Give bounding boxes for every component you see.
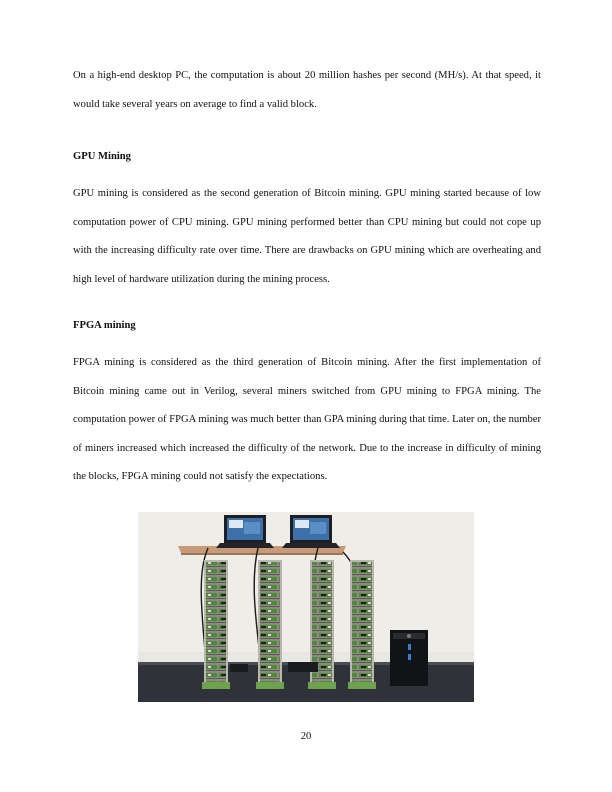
- gpu-mining-heading: GPU Mining: [73, 151, 131, 162]
- fpga-mining-paragraph: FPGA mining is considered as the third generation of Bitcoin mining. After the first implementation of Bitcoin mining came out in Verilog, several miners switched from GPU mining to FPGA mining. The computation power of FPGA mining was much better than GPA mining during that time. Later on, the number of miners increased which increased the difficulty of the network. Due to the increase in difficulty of mining the blocks, FPGA mining could not satisfy the expectations.: [73, 357, 541, 482]
- fpga-mining-heading: FPGA mining: [73, 320, 136, 331]
- intro-paragraph: On a high-end desktop PC, the computation is about 20 million hashes per second (MH/s). At that speed, it would take several years on average to find a valid block.: [73, 70, 541, 110]
- gpu-mining-paragraph: GPU mining is considered as the second generation of Bitcoin mining. GPU mining started because of low computation power of CPU mining. GPU mining performed better than CPU mining but could not cope up with the increasing difficulty rate over time. There are drawbacks on GPU mining which are overheating and high level of hardware utilization during the mining process.: [73, 188, 541, 285]
- page-number: 20: [300, 731, 312, 742]
- fpga-mining-rig-photo: [138, 512, 474, 702]
